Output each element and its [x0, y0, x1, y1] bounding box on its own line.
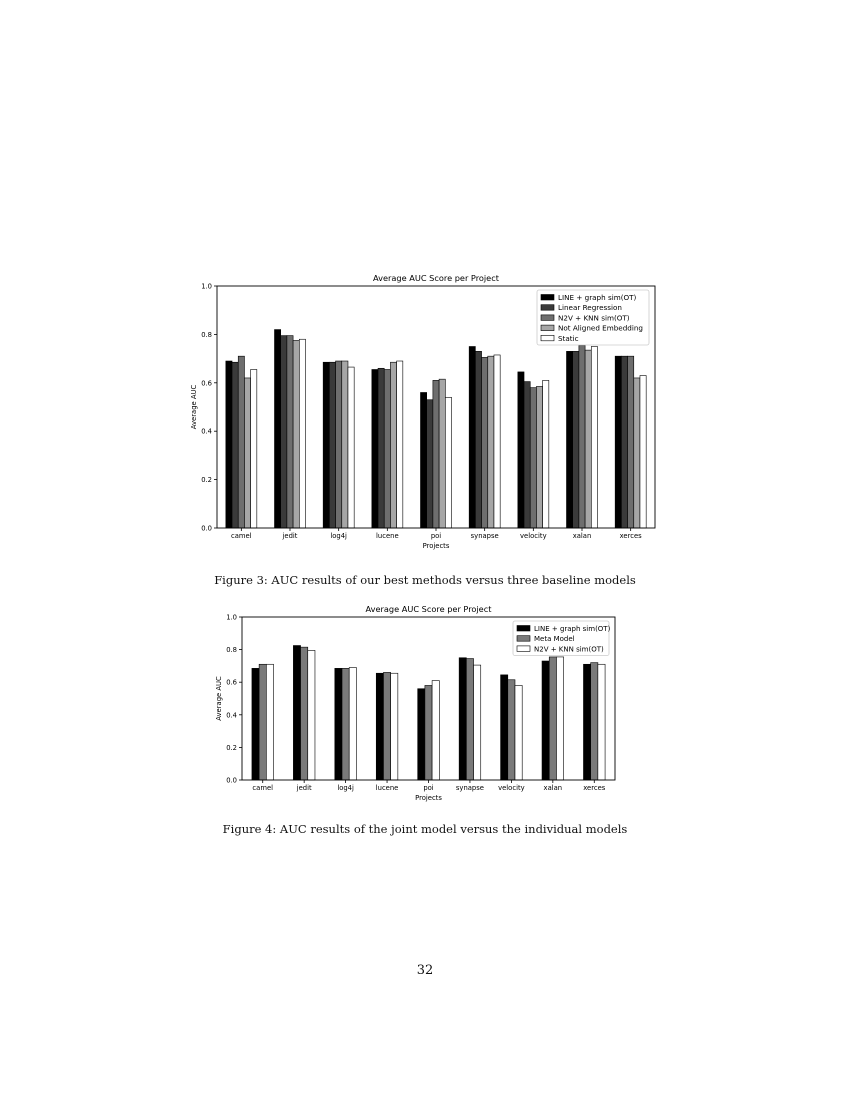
bar: [524, 382, 530, 528]
legend-swatch: [517, 636, 530, 642]
x-axis-label: Projects: [415, 794, 442, 802]
bar: [232, 362, 238, 528]
bar: [530, 388, 536, 528]
x-tick-label: poi: [430, 532, 442, 540]
legend-label: LINE + graph sim(OT): [534, 625, 611, 633]
bar: [299, 339, 305, 528]
bar: [397, 361, 403, 528]
bar: [287, 336, 293, 528]
x-tick-label: lucene: [376, 532, 399, 540]
legend-label: Linear Regression: [558, 303, 622, 313]
chart-title: Average AUC Score per Project: [373, 273, 499, 283]
bar: [266, 664, 273, 780]
y-axis-label: Average AUC: [215, 676, 223, 721]
bar: [308, 650, 315, 780]
bar: [549, 657, 556, 780]
bar: [598, 664, 605, 780]
bar: [515, 685, 522, 780]
bar: [418, 689, 425, 780]
x-tick-label: synapse: [470, 532, 499, 540]
bar: [583, 664, 590, 780]
x-tick-label: jedit: [296, 784, 312, 792]
x-tick-label: poi: [423, 784, 434, 792]
bar: [301, 647, 308, 780]
chart-2: [215, 604, 615, 802]
y-axis-label: Average AUC: [190, 384, 198, 430]
bar: [615, 356, 621, 528]
figure-4-caption: Figure 4: AUC results of the joint model versus the individual models: [222, 822, 628, 836]
legend-swatch: [541, 335, 554, 341]
bar: [252, 668, 259, 780]
bar: [427, 400, 433, 528]
x-tick-label: log4j: [330, 532, 347, 540]
legend-label: N2V + KNN sim(OT): [534, 645, 604, 654]
bar: [349, 668, 356, 780]
legend-label: N2V + KNN sim(OT): [558, 313, 630, 323]
bar: [591, 347, 597, 529]
bar: [378, 368, 384, 528]
legend-swatch: [517, 626, 530, 632]
bar: [556, 657, 563, 780]
legend-label: LINE + graph sim(OT): [558, 293, 637, 302]
bar: [585, 350, 591, 528]
y-tick-label: 0.6: [226, 678, 237, 687]
bar: [634, 378, 640, 528]
bar: [469, 347, 475, 529]
chart-title: Average AUC Score per Project: [365, 604, 492, 614]
legend-swatch: [541, 305, 554, 311]
bar: [466, 659, 473, 780]
bar: [329, 362, 335, 528]
bar: [391, 673, 398, 780]
bar: [628, 356, 634, 528]
legend-label: Not Aligned Embedding: [558, 323, 643, 333]
y-tick-label: 0.2: [226, 743, 237, 752]
bar: [390, 362, 396, 528]
bar: [384, 369, 390, 528]
bar: [445, 397, 451, 528]
bar: [238, 356, 244, 528]
x-tick-label: camel: [231, 532, 252, 540]
page-number: 32: [416, 963, 434, 978]
x-tick-label: velocity: [520, 532, 547, 540]
legend-swatch: [541, 325, 554, 331]
bar: [488, 356, 494, 528]
x-tick-label: synapse: [455, 784, 484, 792]
y-tick-label: 0.4: [226, 711, 237, 720]
bar: [433, 380, 439, 528]
bar: [376, 673, 383, 780]
bar: [432, 681, 439, 780]
bar: [323, 362, 329, 528]
bar: [275, 330, 281, 528]
y-tick-label: 0.4: [201, 427, 212, 436]
bar: [372, 369, 378, 528]
bar: [336, 361, 342, 528]
bar: [482, 357, 488, 528]
bar: [621, 356, 627, 528]
y-tick-label: 0.8: [226, 646, 237, 655]
bar: [459, 658, 466, 780]
x-axis-label: Projects: [422, 542, 450, 550]
bar: [226, 361, 232, 528]
bar: [573, 351, 579, 528]
bar: [259, 664, 266, 780]
bar: [501, 675, 508, 780]
bar: [421, 392, 427, 528]
bar: [518, 372, 524, 528]
figure-3-caption: Figure 3: AUC results of our best methods versus three baseline models: [214, 573, 636, 587]
bar: [474, 665, 481, 780]
x-tick-label: camel: [252, 784, 274, 792]
bar: [383, 672, 390, 780]
bar: [508, 680, 515, 780]
legend-swatch: [541, 315, 554, 321]
bar: [567, 351, 573, 528]
x-tick-label: xerces: [619, 532, 642, 540]
bar: [342, 361, 348, 528]
bar: [579, 345, 585, 528]
chart-1: [190, 273, 655, 550]
y-tick-label: 0.0: [226, 776, 237, 785]
x-tick-label: velocity: [498, 784, 525, 792]
y-tick-label: 1.0: [226, 613, 237, 622]
x-tick-label: lucene: [375, 784, 399, 792]
y-tick-label: 0.8: [201, 330, 212, 339]
bar: [591, 663, 598, 780]
bar: [348, 367, 354, 528]
bar: [542, 661, 549, 780]
bar: [281, 336, 287, 528]
bar: [335, 668, 342, 780]
bar: [640, 376, 646, 528]
legend-label: Static: [558, 333, 579, 343]
bar: [475, 351, 481, 528]
bar: [536, 386, 542, 528]
y-tick-label: 0.0: [201, 524, 212, 533]
bar: [494, 355, 500, 528]
bar: [293, 340, 299, 528]
x-tick-label: xalan: [572, 532, 592, 540]
bar: [342, 668, 349, 780]
x-tick-label: log4j: [337, 784, 354, 792]
legend-swatch: [517, 646, 530, 652]
x-tick-label: xerces: [583, 784, 606, 792]
y-tick-label: 0.6: [201, 379, 212, 388]
y-tick-label: 1.0: [201, 282, 212, 291]
bar: [244, 378, 250, 528]
bar: [251, 369, 257, 528]
x-tick-label: xalan: [543, 784, 563, 792]
bar: [543, 380, 549, 528]
legend-label: Meta Model: [534, 635, 575, 644]
legend-swatch: [541, 295, 554, 301]
bar: [425, 685, 432, 780]
bar: [439, 379, 445, 528]
bar: [293, 646, 300, 780]
y-tick-label: 0.2: [201, 476, 212, 485]
x-tick-label: jedit: [282, 532, 298, 540]
